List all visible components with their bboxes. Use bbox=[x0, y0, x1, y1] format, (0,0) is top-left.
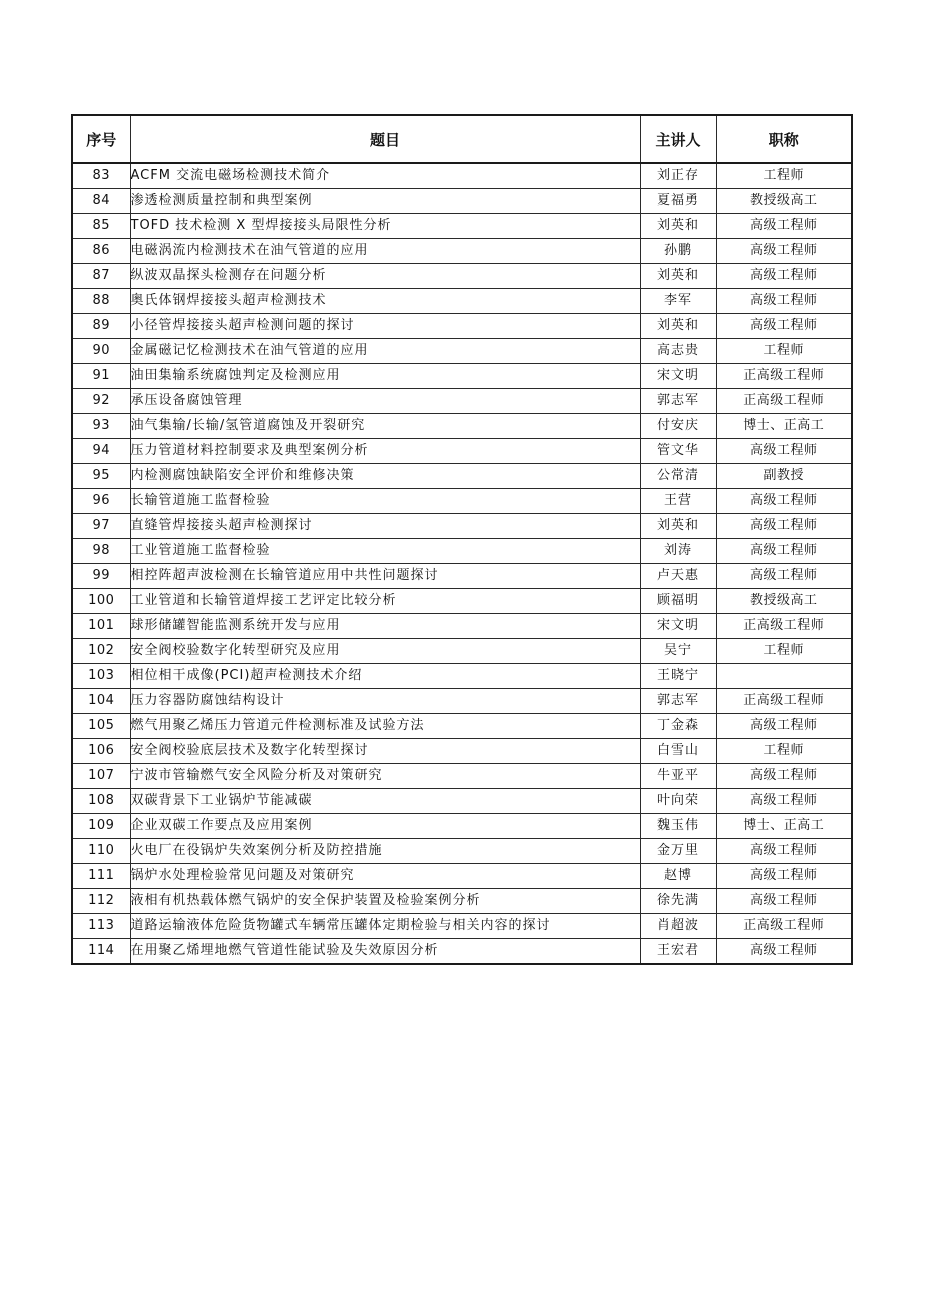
row-speaker: 肖超波 bbox=[640, 914, 716, 939]
row-speaker: 刘英和 bbox=[640, 514, 716, 539]
table-row bbox=[72, 814, 852, 839]
row-topic: 宁波市管输燃气安全风险分析及对策研究 bbox=[130, 764, 640, 789]
row-topic: 工业管道施工监督检验 bbox=[130, 539, 640, 564]
row-topic: 道路运输液体危险货物罐式车辆常压罐体定期检验与相关内容的探讨 bbox=[130, 914, 640, 939]
row-number: 97 bbox=[72, 514, 130, 539]
table-row bbox=[72, 389, 852, 414]
row-speaker: 郭志军 bbox=[640, 689, 716, 714]
row-speaker: 孙鹏 bbox=[640, 239, 716, 264]
row-number: 92 bbox=[72, 389, 130, 414]
row-speaker: 顾福明 bbox=[640, 589, 716, 614]
table-row bbox=[72, 739, 852, 764]
header-speaker: 主讲人 bbox=[640, 115, 716, 163]
header-number: 序号 bbox=[72, 115, 130, 163]
row-number: 90 bbox=[72, 339, 130, 364]
row-number: 99 bbox=[72, 564, 130, 589]
row-number: 106 bbox=[72, 739, 130, 764]
row-number: 113 bbox=[72, 914, 130, 939]
row-speaker: 吴宁 bbox=[640, 639, 716, 664]
row-topic: 压力管道材料控制要求及典型案例分析 bbox=[130, 439, 640, 464]
table-row bbox=[72, 289, 852, 314]
row-topic: 电磁涡流内检测技术在油气管道的应用 bbox=[130, 239, 640, 264]
row-number: 107 bbox=[72, 764, 130, 789]
table-row bbox=[72, 639, 852, 664]
header-row bbox=[72, 115, 852, 163]
table-row bbox=[72, 464, 852, 489]
row-speaker: 金万里 bbox=[640, 839, 716, 864]
row-number: 83 bbox=[72, 163, 130, 189]
row-title: 正高级工程师 bbox=[716, 689, 852, 714]
row-topic: 压力容器防腐蚀结构设计 bbox=[130, 689, 640, 714]
row-topic: 油气集输/长输/氢管道腐蚀及开裂研究 bbox=[130, 414, 640, 439]
row-topic: 火电厂在役锅炉失效案例分析及防控措施 bbox=[130, 839, 640, 864]
row-topic: 相控阵超声波检测在长输管道应用中共性问题探讨 bbox=[130, 564, 640, 589]
row-topic: 工业管道和长输管道焊接工艺评定比较分析 bbox=[130, 589, 640, 614]
row-title: 高级工程师 bbox=[716, 439, 852, 464]
table-body bbox=[72, 163, 852, 964]
table-row bbox=[72, 414, 852, 439]
row-speaker: 徐先满 bbox=[640, 889, 716, 914]
row-speaker: 刘英和 bbox=[640, 264, 716, 289]
row-topic: 直缝管焊接接头超声检测探讨 bbox=[130, 514, 640, 539]
row-number: 91 bbox=[72, 364, 130, 389]
table-row bbox=[72, 539, 852, 564]
table-row bbox=[72, 339, 852, 364]
row-topic: 安全阀校验数字化转型研究及应用 bbox=[130, 639, 640, 664]
table-row bbox=[72, 239, 852, 264]
row-topic: 渗透检测质量控制和典型案例 bbox=[130, 189, 640, 214]
row-title: 高级工程师 bbox=[716, 564, 852, 589]
row-title: 高级工程师 bbox=[716, 214, 852, 239]
table-header bbox=[72, 115, 852, 163]
header-title: 职称 bbox=[716, 115, 852, 163]
row-number: 112 bbox=[72, 889, 130, 914]
row-title: 高级工程师 bbox=[716, 939, 852, 965]
row-title: 正高级工程师 bbox=[716, 614, 852, 639]
row-title: 高级工程师 bbox=[716, 489, 852, 514]
row-number: 96 bbox=[72, 489, 130, 514]
row-topic: ACFM 交流电磁场检测技术简介 bbox=[130, 163, 640, 189]
table-row bbox=[72, 714, 852, 739]
row-title: 高级工程师 bbox=[716, 289, 852, 314]
row-title: 博士、正高工 bbox=[716, 414, 852, 439]
row-speaker: 郭志军 bbox=[640, 389, 716, 414]
row-topic: 小径管焊接接头超声检测问题的探讨 bbox=[130, 314, 640, 339]
row-title: 高级工程师 bbox=[716, 239, 852, 264]
table-row bbox=[72, 789, 852, 814]
row-number: 110 bbox=[72, 839, 130, 864]
row-title: 正高级工程师 bbox=[716, 914, 852, 939]
row-number: 111 bbox=[72, 864, 130, 889]
table-row bbox=[72, 489, 852, 514]
row-topic: TOFD 技术检测 X 型焊接接头局限性分析 bbox=[130, 214, 640, 239]
row-title: 教授级高工 bbox=[716, 589, 852, 614]
row-speaker: 卢天惠 bbox=[640, 564, 716, 589]
table-row bbox=[72, 889, 852, 914]
row-topic: 内检测腐蚀缺陷安全评价和维修决策 bbox=[130, 464, 640, 489]
row-speaker: 王晓宁 bbox=[640, 664, 716, 689]
row-number: 103 bbox=[72, 664, 130, 689]
row-number: 109 bbox=[72, 814, 130, 839]
table-row bbox=[72, 214, 852, 239]
row-title: 高级工程师 bbox=[716, 764, 852, 789]
row-speaker: 李军 bbox=[640, 289, 716, 314]
table-row bbox=[72, 689, 852, 714]
row-number: 89 bbox=[72, 314, 130, 339]
table-row bbox=[72, 163, 852, 189]
row-topic: 液相有机热载体燃气锅炉的安全保护装置及检验案例分析 bbox=[130, 889, 640, 914]
row-title: 工程师 bbox=[716, 339, 852, 364]
row-title: 高级工程师 bbox=[716, 864, 852, 889]
row-topic: 相位相干成像(PCI)超声检测技术介绍 bbox=[130, 664, 640, 689]
row-number: 93 bbox=[72, 414, 130, 439]
row-speaker: 赵博 bbox=[640, 864, 716, 889]
row-topic: 燃气用聚乙烯压力管道元件检测标准及试验方法 bbox=[130, 714, 640, 739]
row-speaker: 宋文明 bbox=[640, 614, 716, 639]
row-number: 102 bbox=[72, 639, 130, 664]
row-speaker: 刘英和 bbox=[640, 314, 716, 339]
row-title: 高级工程师 bbox=[716, 714, 852, 739]
row-number: 85 bbox=[72, 214, 130, 239]
row-title: 高级工程师 bbox=[716, 789, 852, 814]
row-speaker: 白雪山 bbox=[640, 739, 716, 764]
row-topic: 双碳背景下工业锅炉节能减碳 bbox=[130, 789, 640, 814]
row-speaker: 王宏君 bbox=[640, 939, 716, 965]
row-number: 84 bbox=[72, 189, 130, 214]
row-title: 工程师 bbox=[716, 639, 852, 664]
row-speaker: 公常清 bbox=[640, 464, 716, 489]
row-topic: 油田集输系统腐蚀判定及检测应用 bbox=[130, 364, 640, 389]
row-speaker: 高志贵 bbox=[640, 339, 716, 364]
table-row bbox=[72, 439, 852, 464]
row-number: 114 bbox=[72, 939, 130, 965]
table-row bbox=[72, 864, 852, 889]
row-title: 高级工程师 bbox=[716, 839, 852, 864]
row-number: 88 bbox=[72, 289, 130, 314]
header-topic: 题目 bbox=[130, 115, 640, 163]
row-title: 正高级工程师 bbox=[716, 389, 852, 414]
table-row bbox=[72, 364, 852, 389]
table-row bbox=[72, 839, 852, 864]
row-title: 高级工程师 bbox=[716, 264, 852, 289]
table-row bbox=[72, 939, 852, 965]
table-row bbox=[72, 264, 852, 289]
row-topic: 承压设备腐蚀管理 bbox=[130, 389, 640, 414]
row-number: 101 bbox=[72, 614, 130, 639]
row-topic: 球形储罐智能监测系统开发与应用 bbox=[130, 614, 640, 639]
row-speaker: 叶向荣 bbox=[640, 789, 716, 814]
table-row bbox=[72, 664, 852, 689]
row-speaker: 夏福勇 bbox=[640, 189, 716, 214]
row-topic: 安全阀校验底层技术及数字化转型探讨 bbox=[130, 739, 640, 764]
row-title: 工程师 bbox=[716, 739, 852, 764]
table-row bbox=[72, 914, 852, 939]
row-speaker: 宋文明 bbox=[640, 364, 716, 389]
row-topic: 金属磁记忆检测技术在油气管道的应用 bbox=[130, 339, 640, 364]
row-title: 副教授 bbox=[716, 464, 852, 489]
row-number: 94 bbox=[72, 439, 130, 464]
row-title: 高级工程师 bbox=[716, 539, 852, 564]
table-row bbox=[72, 614, 852, 639]
table-row bbox=[72, 764, 852, 789]
row-topic: 长输管道施工监督检验 bbox=[130, 489, 640, 514]
row-speaker: 刘正存 bbox=[640, 163, 716, 189]
row-title: 教授级高工 bbox=[716, 189, 852, 214]
row-number: 87 bbox=[72, 264, 130, 289]
row-speaker: 王营 bbox=[640, 489, 716, 514]
table-row bbox=[72, 189, 852, 214]
row-speaker: 丁金森 bbox=[640, 714, 716, 739]
row-topic: 在用聚乙烯埋地燃气管道性能试验及失效原因分析 bbox=[130, 939, 640, 965]
row-number: 105 bbox=[72, 714, 130, 739]
row-title: 高级工程师 bbox=[716, 314, 852, 339]
row-title: 高级工程师 bbox=[716, 889, 852, 914]
row-topic: 奥氏体钢焊接接头超声检测技术 bbox=[130, 289, 640, 314]
row-number: 98 bbox=[72, 539, 130, 564]
row-number: 86 bbox=[72, 239, 130, 264]
lecture-schedule-table bbox=[71, 114, 853, 965]
row-speaker: 管文华 bbox=[640, 439, 716, 464]
row-speaker: 牛亚平 bbox=[640, 764, 716, 789]
row-title: 高级工程师 bbox=[716, 514, 852, 539]
row-number: 100 bbox=[72, 589, 130, 614]
row-speaker: 付安庆 bbox=[640, 414, 716, 439]
row-number: 108 bbox=[72, 789, 130, 814]
row-number: 95 bbox=[72, 464, 130, 489]
row-title: 博士、正高工 bbox=[716, 814, 852, 839]
row-speaker: 刘涛 bbox=[640, 539, 716, 564]
row-topic: 纵波双晶探头检测存在问题分析 bbox=[130, 264, 640, 289]
row-title: 正高级工程师 bbox=[716, 364, 852, 389]
row-speaker: 刘英和 bbox=[640, 214, 716, 239]
row-title bbox=[716, 664, 852, 689]
row-topic: 锅炉水处理检验常见问题及对策研究 bbox=[130, 864, 640, 889]
table-row bbox=[72, 564, 852, 589]
table-row bbox=[72, 589, 852, 614]
row-title: 工程师 bbox=[716, 163, 852, 189]
row-speaker: 魏玉伟 bbox=[640, 814, 716, 839]
table-row bbox=[72, 314, 852, 339]
table-row bbox=[72, 514, 852, 539]
row-topic: 企业双碳工作要点及应用案例 bbox=[130, 814, 640, 839]
row-number: 104 bbox=[72, 689, 130, 714]
